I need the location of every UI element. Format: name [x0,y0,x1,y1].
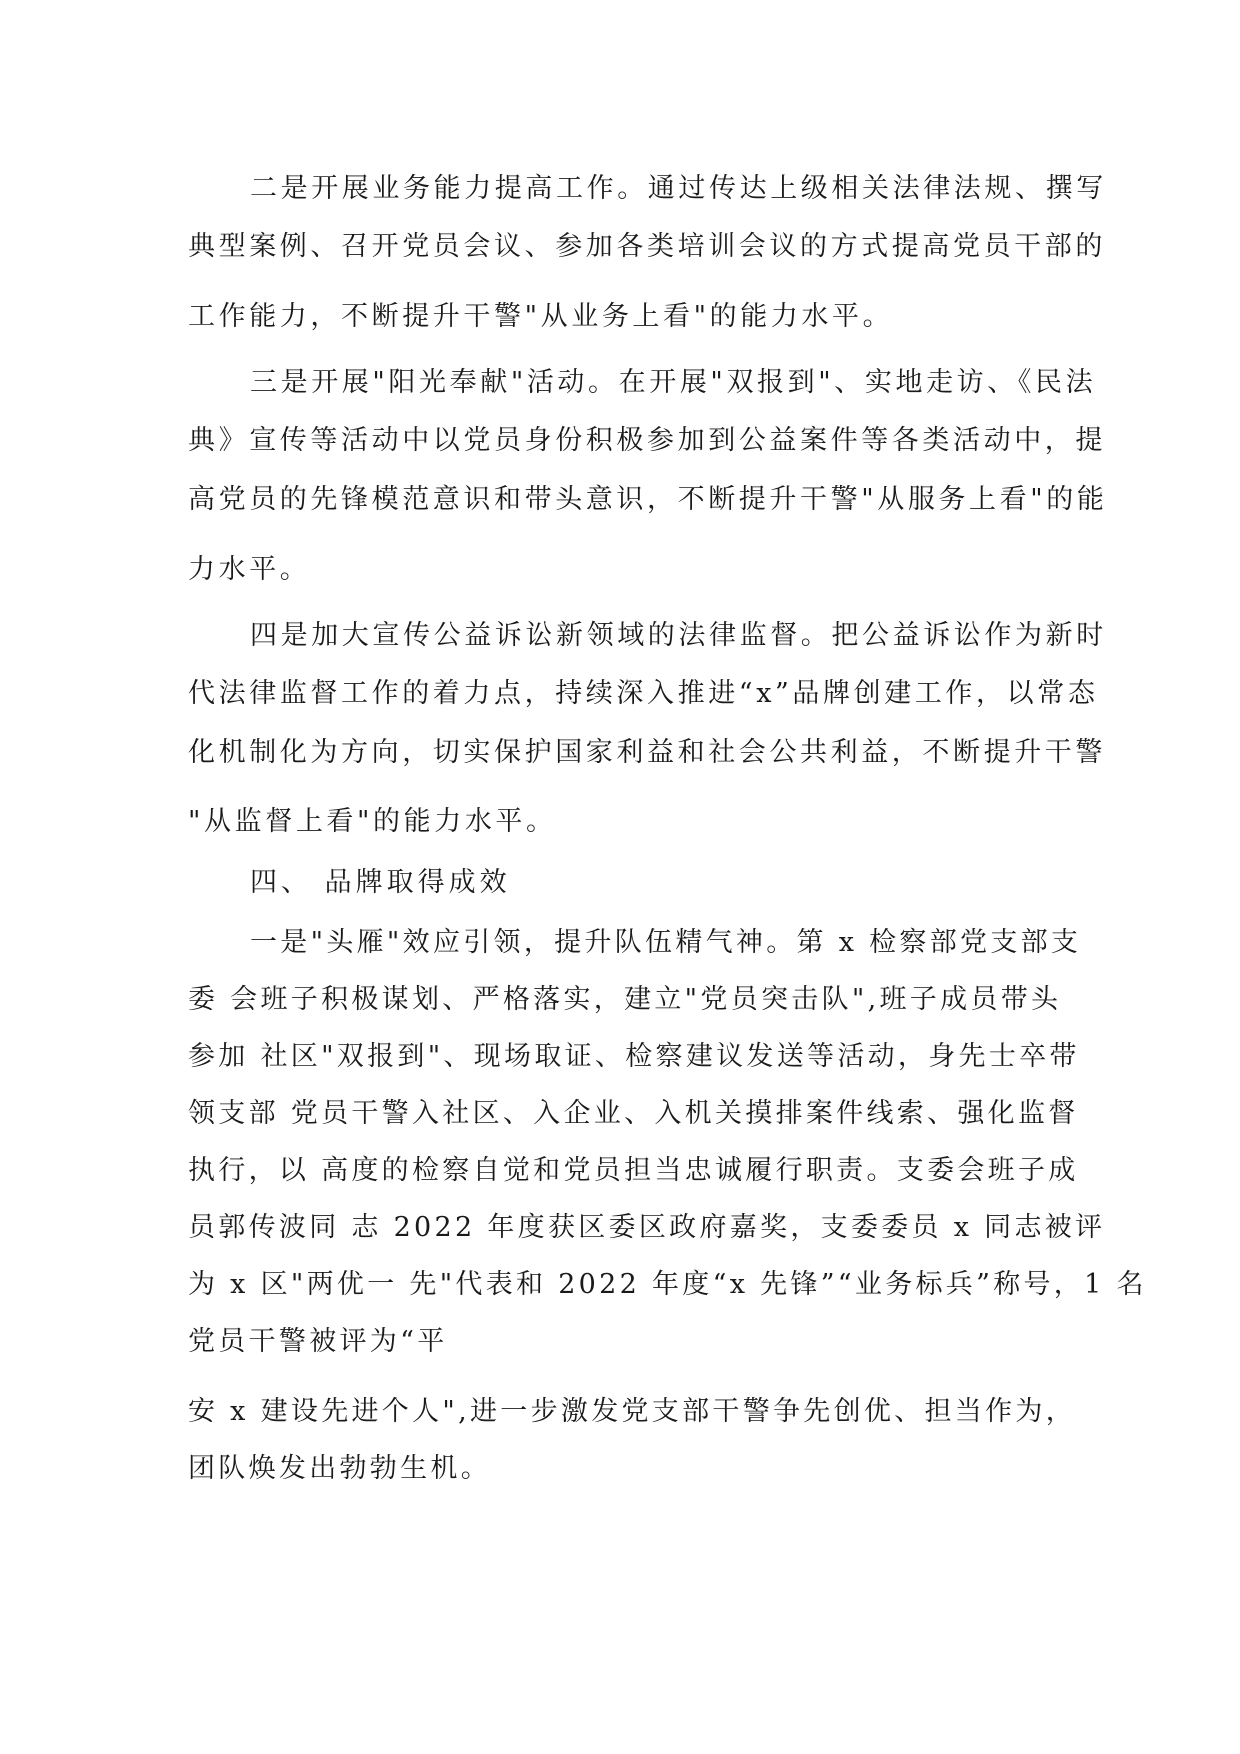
paragraph-line: 为 x 区"两优一 先"代表和 2022 年度“x 先锋”“业务标兵”称号，1 名 [188,1269,1147,1300]
paragraph-line: 典》宣传等活动中以党员身份积极参加到公益案件等各类活动中，提 [188,425,1106,456]
paragraph-line: 四是加大宣传公益诉讼新领域的法律监督。把公益诉讼作为新时 [250,620,1107,651]
paragraph-line: 三是开展"阳光奉献"活动。在开展"双报到"、实地走访、《民法 [250,367,1097,398]
paragraph-line: 员郭传波同 志 2022 年度获区委区政府嘉奖，支委委员 x 同志被评 [188,1212,1106,1243]
paragraph-line: 工作能力，不断提升干警"从业务上看"的能力水平。 [188,301,894,332]
paragraph-line: 委 会班子积极谋划、严格落实，建立"党员突击队",班子成员带头 [188,984,1062,1015]
paragraph-line: 团队焕发出勃勃生机。 [188,1453,491,1484]
paragraph-line: 力水平。 [188,554,311,585]
paragraph-line: 二是开展业务能力提高工作。通过传达上级相关法律法规、撰写 [250,173,1107,204]
paragraph-line: 高党员的先锋模范意识和带头意识，不断提升干警"从服务上看"的能 [188,484,1108,515]
paragraph-line: 党员干警被评为“平 [188,1326,448,1357]
paragraph-line: 安 x 建设先进个人",进一步激发党支部干警争先创优、担当作为， [188,1396,1076,1427]
section-heading: 四、 品牌取得成效 [250,867,511,898]
paragraph-line: 代法律监督工作的着力点，持续深入推进“x”品牌创建工作，以常态 [188,678,1099,709]
paragraph-line: "从监督上看"的能力水平。 [188,806,557,837]
paragraph-line: 典型案例、召开党员会议、参加各类培训会议的方式提高党员干部的 [188,231,1106,262]
paragraph-line: 一是"头雁"效应引领，提升队伍精气神。第 x 检察部党支部支 [250,927,1082,958]
paragraph-line: 化机制化为方向，切实保护国家利益和社会公共利益，不断提升干警 [188,737,1106,768]
paragraph-line: 参加 社区"双报到"、现场取证、检察建议发送等活动，身先士卒带 [188,1041,1080,1072]
paragraph-line: 领支部 党员干警入社区、入企业、入机关摸排案件线索、强化监督 [188,1098,1079,1129]
paragraph-line: 执行，以 高度的检察自觉和党员担当忠诚履行职责。支委会班子成 [188,1155,1079,1186]
